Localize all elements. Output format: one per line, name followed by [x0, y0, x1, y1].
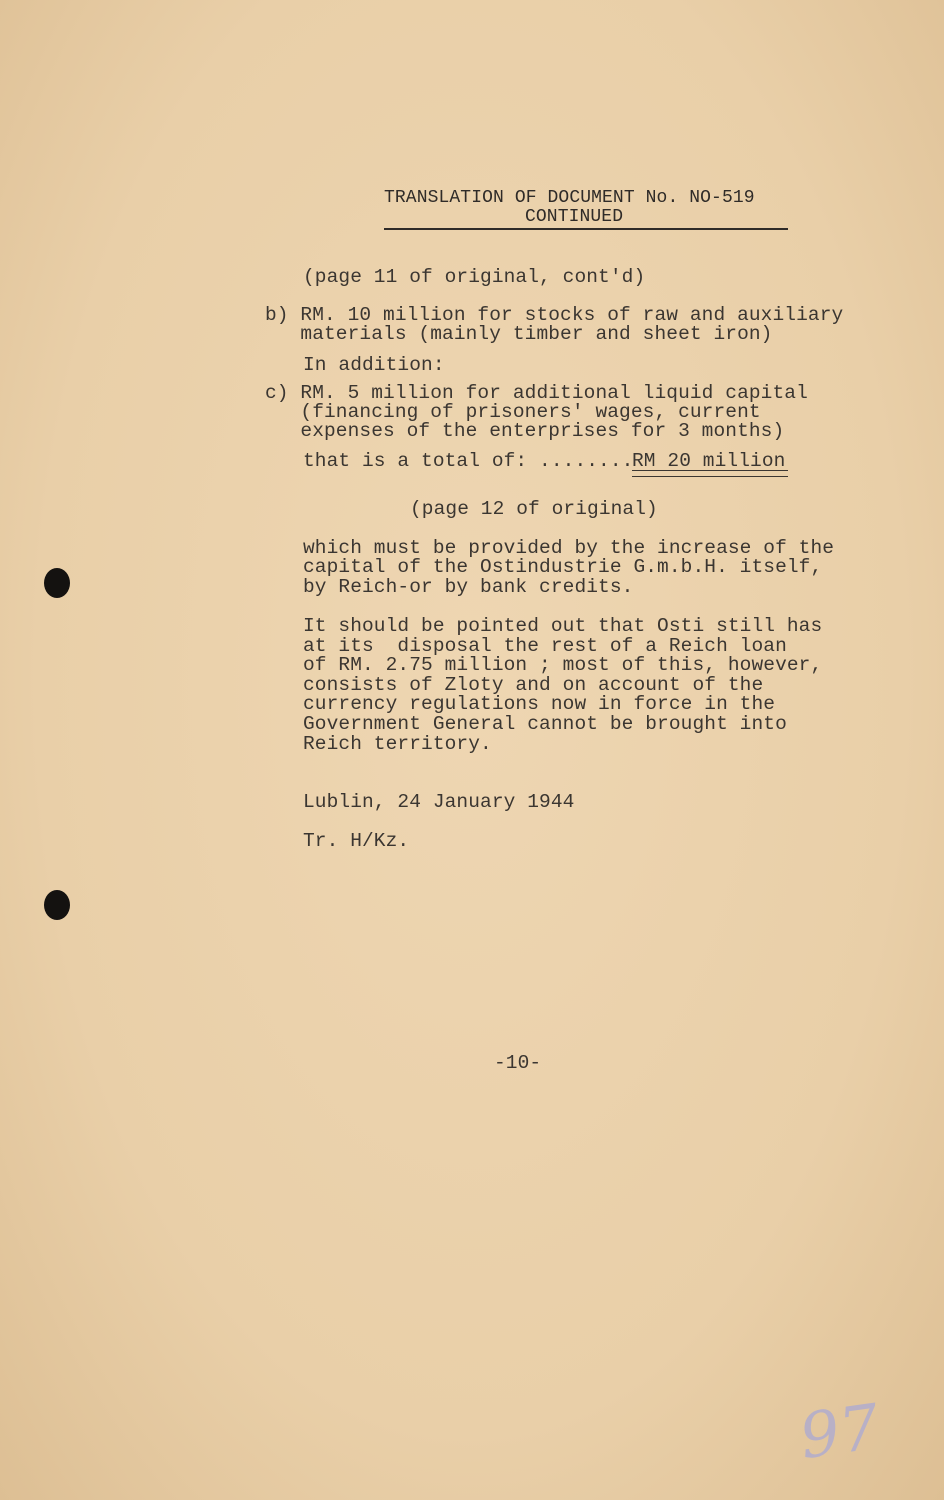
total-prefix: that is a total of: ........: [303, 450, 634, 472]
item-c-line: c) RM. 5 million for additional liquid capital: [265, 382, 808, 404]
punch-hole: [44, 568, 70, 598]
document-subtitle: CONTINUED: [525, 207, 624, 227]
page-reference: (page 11 of original, cont'd): [303, 266, 646, 288]
document-title: TRANSLATION OF DOCUMENT No. NO-519: [384, 188, 755, 208]
paragraph-line: capital of the Ostindustrie G.m.b.H. itself,: [303, 556, 823, 578]
paragraph-line: Reich territory.: [303, 733, 492, 755]
page-number: -10-: [494, 1052, 542, 1074]
paragraph-line: currency regulations now in force in the: [303, 693, 776, 715]
total-double-underline: [632, 470, 788, 477]
total-value: RM 20 million: [632, 450, 786, 472]
item-b-line: materials (mainly timber and sheet iron): [265, 323, 773, 345]
paragraph-line: at its disposal the rest of a Reich loan: [303, 635, 787, 657]
item-c-line: (financing of prisoners' wages, current: [265, 401, 761, 423]
handwritten-number: 97: [795, 1389, 884, 1474]
paragraph-line: by Reich-or by bank credits.: [303, 576, 634, 598]
place-date: Lublin, 24 January 1944: [303, 791, 575, 813]
paragraph-line: It should be pointed out that Osti still has: [303, 615, 823, 637]
initials: Tr. H/Kz.: [303, 830, 410, 852]
in-addition: In addition:: [303, 354, 445, 376]
paragraph-line: Government General cannot be brought into: [303, 713, 787, 735]
paragraph-line: which must be provided by the increase of the: [303, 537, 835, 559]
header-underline: [384, 228, 788, 230]
item-b-line: b) RM. 10 million for stocks of raw and auxiliary: [265, 304, 844, 326]
paragraph-line: consists of Zloty and on account of the: [303, 674, 764, 696]
paragraph-line: of RM. 2.75 million ; most of this, however,: [303, 654, 823, 676]
page-reference: (page 12 of original): [410, 498, 658, 520]
punch-hole: [44, 890, 70, 920]
item-c-line: expenses of the enterprises for 3 months): [265, 420, 785, 442]
